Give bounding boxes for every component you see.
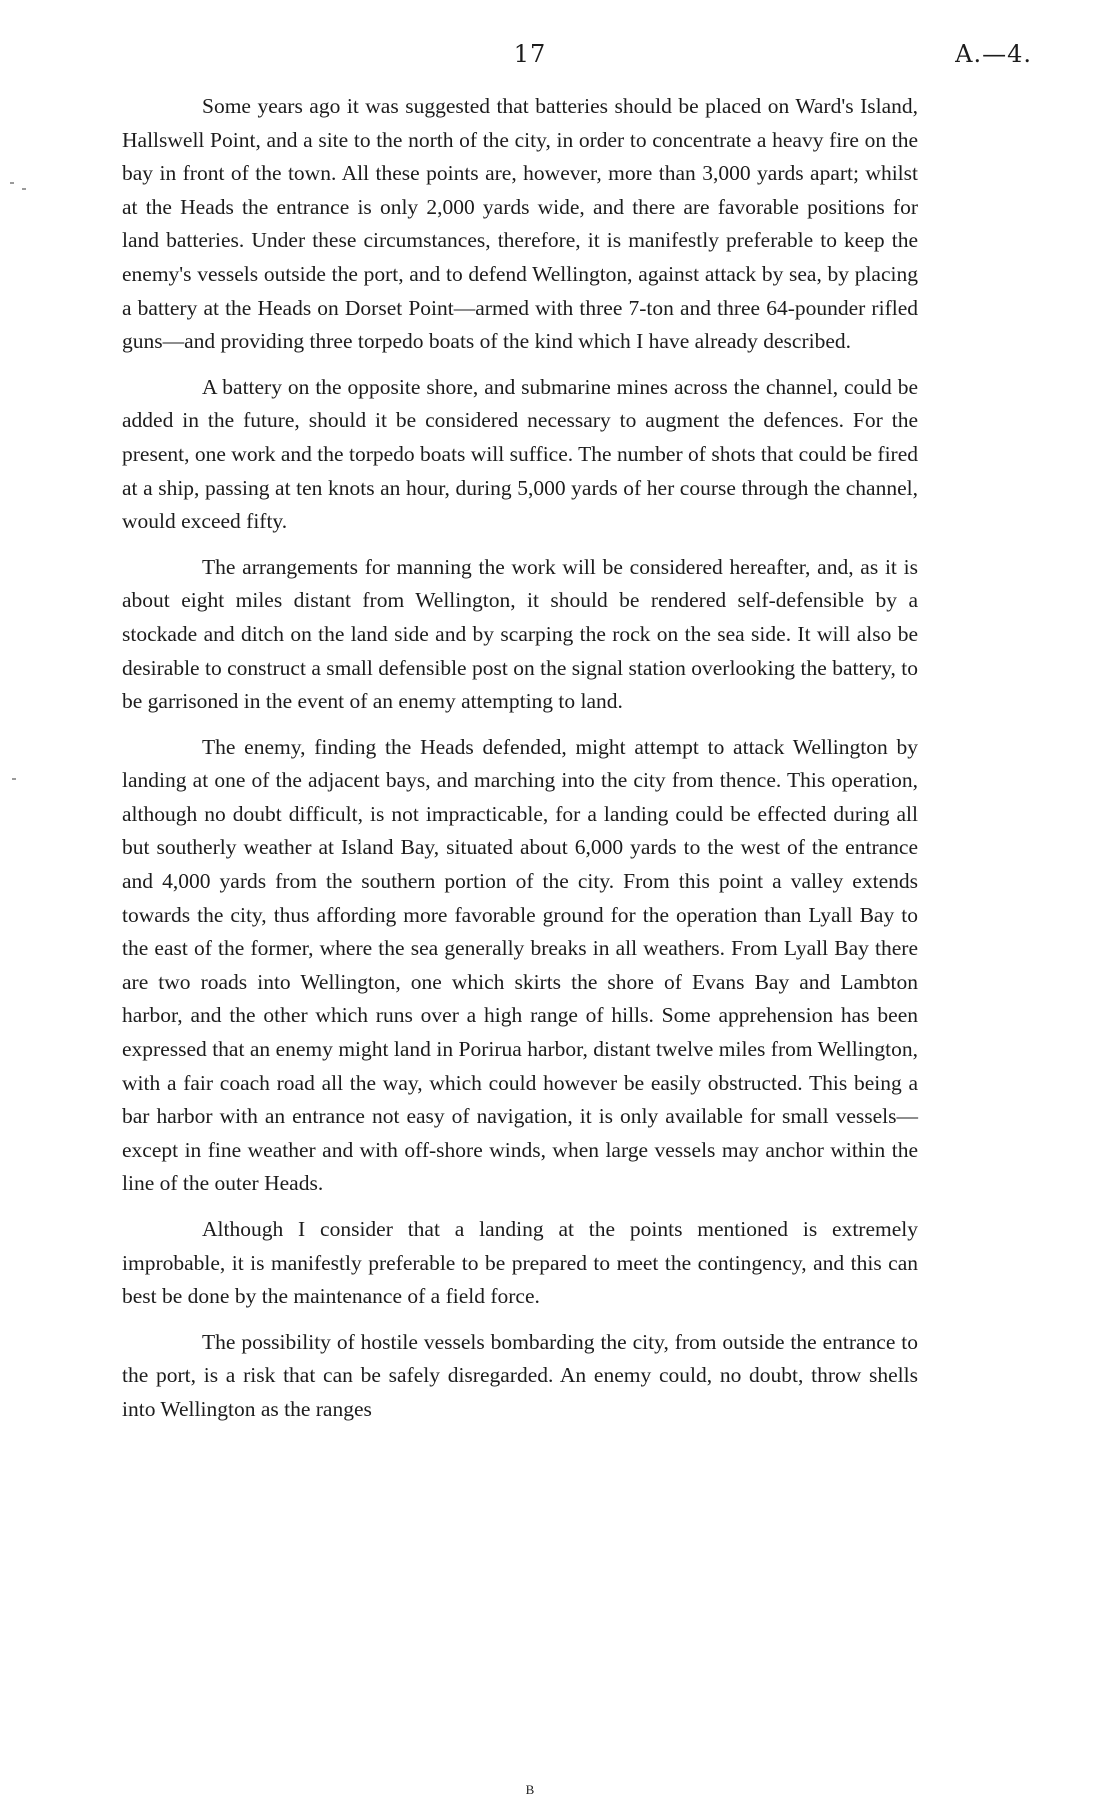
margin-tick <box>12 778 16 780</box>
body-text <box>122 90 918 1439</box>
margin-tick <box>10 182 14 184</box>
paragraph: Some years ago it was suggested that batteries should be placed on Ward's Island, Hallswell Point, and a site to the north of the city, in order to concentrate a heavy fire on the bay in front of the town. All these points are, however, more than 3,000 yards apart; whilst at the Heads the entrance is only 2,000 yards wide, and there are favorable positions for land batteries. Under these circumstances, therefore, it is manifestly preferable to keep the enemy's vessels outside the port, and to defend Wellington, against attack by sea, by placing a battery at the Heads on Dorset Point—armed with three 7-ton and three 64-pounder rifled guns—and providing three torpedo boats of the kind which I have already described. <box>122 94 918 354</box>
paragraph: Although I consider that a landing at the points mentioned is extremely improbable, it is manifestly preferable to be prepared to meet the contingency, and this can best be done by the maintenance of a field force. <box>122 1217 918 1309</box>
margin-tick <box>22 188 26 190</box>
document-reference: A.—4. <box>955 40 1032 68</box>
paragraph: The possibility of hostile vessels bombarding the city, from outside the entrance to the port, is a risk that can be safely disregarded. An enemy could, no doubt, throw shells into Wellington as the ranges <box>122 1329 918 1421</box>
paragraph: The arrangements for manning the work will be considered hereafter, and, as it is about eight miles distant from Wellington, it should be rendered self-defensible by a stockade and ditch on the land side and by scarping the rock on the sea side. It will also be desirable to construct a small defensible post on the signal station overlooking the battery, to be garrisoned in the event of an enemy attempting to land. <box>122 554 918 714</box>
paragraph: A battery on the opposite shore, and submarine mines across the channel, could be added in the future, should it be considered necessary to augment the defences. For the present, one work and the torpedo boats will suffice. The number of shots that could be fired at a ship, passing at ten knots an hour, during 5,000 yards of her course through the channel, would exceed fifty. <box>122 374 918 534</box>
signature-mark: B <box>525 1782 535 1797</box>
paragraph: The enemy, finding the Heads defended, might attempt to attack Wellington by landing at one of the adjacent bays, and marching into the city from thence. This operation, although no doubt difficult, is not impracticable, for a landing could be effected during all but southerly weather at Island Bay, situated about 6,000 yards to the west of the entrance and 4,000 yards from the southern portion of the city. From this point a valley extends towards the city, thus affording more favorable ground for the operation than Lyall Bay to the east of the former, where the sea generally breaks in all weathers. From Lyall Bay there are two roads into Wellington, one which skirts the shore of Evans Bay and Lambton harbor, and the other which runs over a high range of hills. Some apprehension has been expressed that an enemy might land in Porirua harbor, distant twelve miles from Wellington, with a fair coach road all the way, which could however be easily obstructed. This being a bar harbor with an entrance not easy of navigation, it is only available for small vessels—except in fine weather and with off-shore winds, when large vessels may anchor within the line of the outer Heads. <box>122 734 918 1196</box>
page-number: 17 <box>513 40 547 68</box>
